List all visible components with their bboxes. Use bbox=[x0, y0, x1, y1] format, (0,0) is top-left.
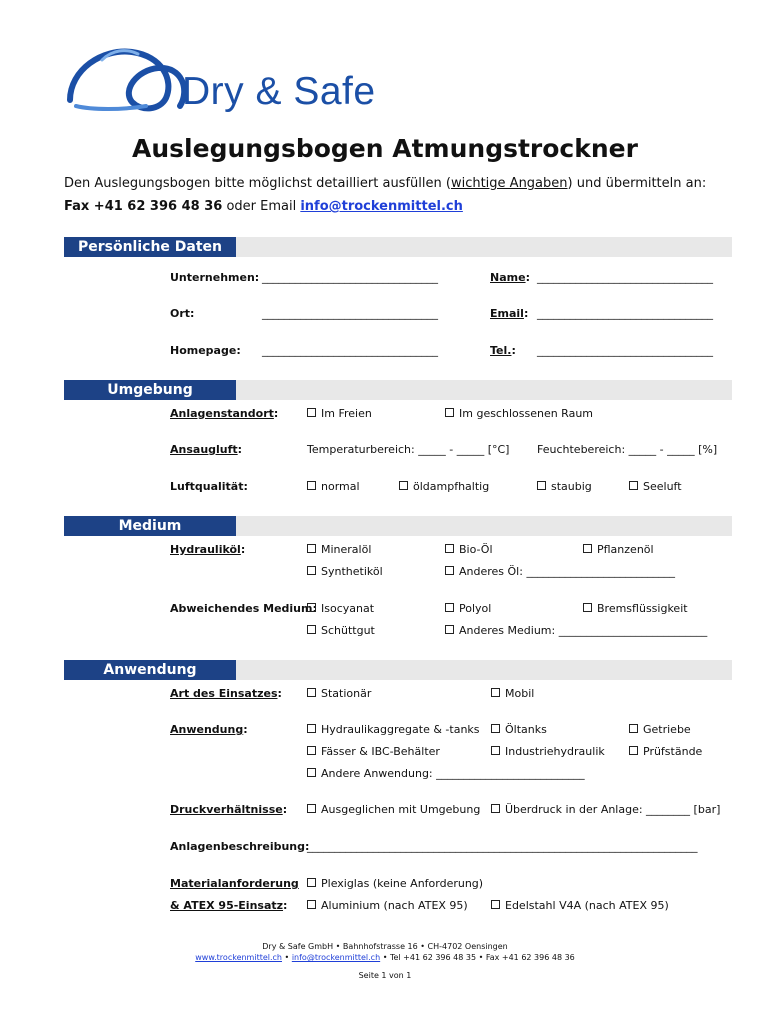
hydraulic-option-mineral[interactable]: Mineralöl bbox=[307, 543, 371, 556]
description-label: Anlagenbeschreibung: bbox=[170, 840, 310, 853]
name-label: Name: bbox=[490, 271, 530, 284]
company-label: Unternehmen: bbox=[170, 271, 260, 284]
air-option-sea-air[interactable]: Seeluft bbox=[629, 480, 682, 493]
checkbox-icon[interactable] bbox=[629, 746, 638, 755]
city-field[interactable]: ________________________________ bbox=[262, 307, 438, 320]
checkbox-icon[interactable] bbox=[307, 724, 316, 733]
checkbox-icon[interactable] bbox=[307, 804, 316, 813]
checkbox-icon[interactable] bbox=[491, 804, 500, 813]
application-option-barrels-ibc[interactable]: Fässer & IBC-Behälter bbox=[307, 745, 440, 758]
footer-email-link[interactable]: info@trockenmittel.ch bbox=[291, 953, 381, 962]
checkbox-icon[interactable] bbox=[307, 481, 316, 490]
checkbox-icon[interactable] bbox=[491, 688, 500, 697]
application-label: Anwendung: bbox=[170, 723, 248, 736]
checkbox-icon[interactable] bbox=[307, 603, 316, 612]
material-option-plexiglass[interactable]: Plexiglas (keine Anforderung) bbox=[307, 877, 483, 890]
checkbox-icon[interactable] bbox=[491, 724, 500, 733]
pressure-option-overpressure[interactable]: Überdruck in der Anlage: ________ [bar] bbox=[491, 803, 720, 816]
usage-type-label: Art des Einsatzes: bbox=[170, 687, 282, 700]
checkbox-icon[interactable] bbox=[307, 768, 316, 777]
checkbox-icon[interactable] bbox=[491, 900, 500, 909]
intro-text: Den Auslegungsbogen bitte möglichst detailliert ausfüllen (wichtige Angaben) und übermitteln an: bbox=[64, 176, 707, 191]
intake-label: Ansaugluft: bbox=[170, 443, 243, 456]
logo-swoosh-icon bbox=[70, 52, 184, 109]
description-field[interactable]: _______________________________________________________________________ bbox=[307, 840, 698, 853]
medium-option-other[interactable]: Anderes Medium: ___________________________ bbox=[445, 624, 707, 637]
application-option-other[interactable]: Andere Anwendung: ___________________________ bbox=[307, 767, 585, 780]
application-option-hydraulic-units[interactable]: Hydraulikaggregate & -tanks bbox=[307, 723, 480, 736]
checkbox-icon[interactable] bbox=[307, 544, 316, 553]
other-medium-label: Abweichendes Medium: bbox=[170, 602, 317, 615]
pressure-label: Druckverhältnisse: bbox=[170, 803, 288, 816]
section-title-application: Anwendung bbox=[64, 660, 236, 680]
section-title-medium: Medium bbox=[64, 516, 236, 536]
hydraulic-option-bio[interactable]: Bio-Öl bbox=[445, 543, 493, 556]
phone-field[interactable]: ________________________________ bbox=[537, 344, 713, 357]
checkbox-icon[interactable] bbox=[629, 481, 638, 490]
email-link[interactable]: info@trockenmittel.ch bbox=[300, 199, 463, 214]
usage-option-stationary[interactable]: Stationär bbox=[307, 687, 371, 700]
medium-option-brake-fluid[interactable]: Bremsflüssigkeit bbox=[583, 602, 688, 615]
air-option-dusty[interactable]: staubig bbox=[537, 480, 592, 493]
checkbox-icon[interactable] bbox=[307, 688, 316, 697]
hydraulic-option-other[interactable]: Anderes Öl: ___________________________ bbox=[445, 565, 675, 578]
checkbox-icon[interactable] bbox=[629, 724, 638, 733]
site-option-outdoor[interactable]: Im Freien bbox=[307, 407, 372, 420]
footer-contacts: www.trockenmittel.ch • info@trockenmittel.ch • Tel +41 62 396 48 35 • Fax +41 62 396 48 36 bbox=[195, 953, 575, 962]
checkbox-icon[interactable] bbox=[307, 408, 316, 417]
checkbox-icon[interactable] bbox=[583, 603, 592, 612]
section-title-personal: Persönliche Daten bbox=[64, 237, 236, 257]
pressure-option-balanced[interactable]: Ausgeglichen mit Umgebung bbox=[307, 803, 480, 816]
humidity-range-field[interactable]: Feuchtebereich: _____ - _____ [%] bbox=[537, 443, 718, 456]
email-field[interactable]: ________________________________ bbox=[537, 307, 713, 320]
checkbox-icon[interactable] bbox=[445, 544, 454, 553]
material-option-stainless-steel[interactable]: Edelstahl V4A (nach ATEX 95) bbox=[491, 899, 669, 912]
medium-option-bulk[interactable]: Schüttgut bbox=[307, 624, 375, 637]
application-option-test-benches[interactable]: Prüfstände bbox=[629, 745, 702, 758]
checkbox-icon[interactable] bbox=[491, 746, 500, 755]
checkbox-icon[interactable] bbox=[445, 625, 454, 634]
contact-line: Fax +41 62 396 48 36 oder Email info@trockenmittel.ch bbox=[64, 199, 463, 214]
material-option-aluminium[interactable]: Aluminium (nach ATEX 95) bbox=[307, 899, 468, 912]
checkbox-icon[interactable] bbox=[445, 566, 454, 575]
phone-label: Tel.: bbox=[490, 344, 516, 357]
air-quality-label: Luftqualität: bbox=[170, 480, 248, 493]
application-option-oil-tanks[interactable]: Öltanks bbox=[491, 723, 547, 736]
hydraulic-oil-label: Hydrauliköl: bbox=[170, 543, 246, 556]
checkbox-icon[interactable] bbox=[537, 481, 546, 490]
atex-label: & ATEX 95-Einsatz: bbox=[170, 899, 288, 912]
checkbox-icon[interactable] bbox=[307, 566, 316, 575]
air-option-oil-vapour[interactable]: öldampfhaltig bbox=[399, 480, 489, 493]
checkbox-icon[interactable] bbox=[307, 878, 316, 887]
company-field[interactable]: ________________________________ bbox=[262, 271, 438, 284]
checkbox-icon[interactable] bbox=[307, 625, 316, 634]
checkbox-icon[interactable] bbox=[445, 408, 454, 417]
site-option-indoor[interactable]: Im geschlossenen Raum bbox=[445, 407, 593, 420]
temperature-range-field[interactable]: Temperaturbereich: _____ - _____ [°C] bbox=[307, 443, 510, 456]
checkbox-icon[interactable] bbox=[307, 746, 316, 755]
checkbox-icon[interactable] bbox=[445, 603, 454, 612]
site-label: Anlagenstandort: bbox=[170, 407, 279, 420]
city-label: Ort: bbox=[170, 307, 195, 320]
logo-text: Dry & Safe bbox=[182, 70, 376, 113]
application-option-industrial-hydraulics[interactable]: Industriehydraulik bbox=[491, 745, 605, 758]
checkbox-icon[interactable] bbox=[583, 544, 592, 553]
section-title-environment: Umgebung bbox=[64, 380, 236, 400]
homepage-label: Homepage: bbox=[170, 344, 241, 357]
medium-option-isocyanate[interactable]: Isocyanat bbox=[307, 602, 374, 615]
material-label: Materialanforderung bbox=[170, 877, 299, 890]
application-option-gearbox[interactable]: Getriebe bbox=[629, 723, 691, 736]
air-option-normal[interactable]: normal bbox=[307, 480, 360, 493]
medium-option-polyol[interactable]: Polyol bbox=[445, 602, 491, 615]
name-field[interactable]: ________________________________ bbox=[537, 271, 713, 284]
checkbox-icon[interactable] bbox=[307, 900, 316, 909]
homepage-field[interactable]: ________________________________ bbox=[262, 344, 438, 357]
hydraulic-option-vegetable[interactable]: Pflanzenöl bbox=[583, 543, 654, 556]
page-title: Auslegungsbogen Atmungstrockner bbox=[132, 134, 638, 163]
email-label: Email: bbox=[490, 307, 529, 320]
checkbox-icon[interactable] bbox=[399, 481, 408, 490]
usage-option-mobile[interactable]: Mobil bbox=[491, 687, 534, 700]
hydraulic-option-synthetic[interactable]: Synthetiköl bbox=[307, 565, 383, 578]
footer-website-link[interactable]: www.trockenmittel.ch bbox=[195, 953, 282, 962]
page-number: Seite 1 von 1 bbox=[358, 971, 412, 980]
footer-address: Dry & Safe GmbH • Bahnhofstrasse 16 • CH-4702 Oensingen bbox=[262, 942, 508, 951]
